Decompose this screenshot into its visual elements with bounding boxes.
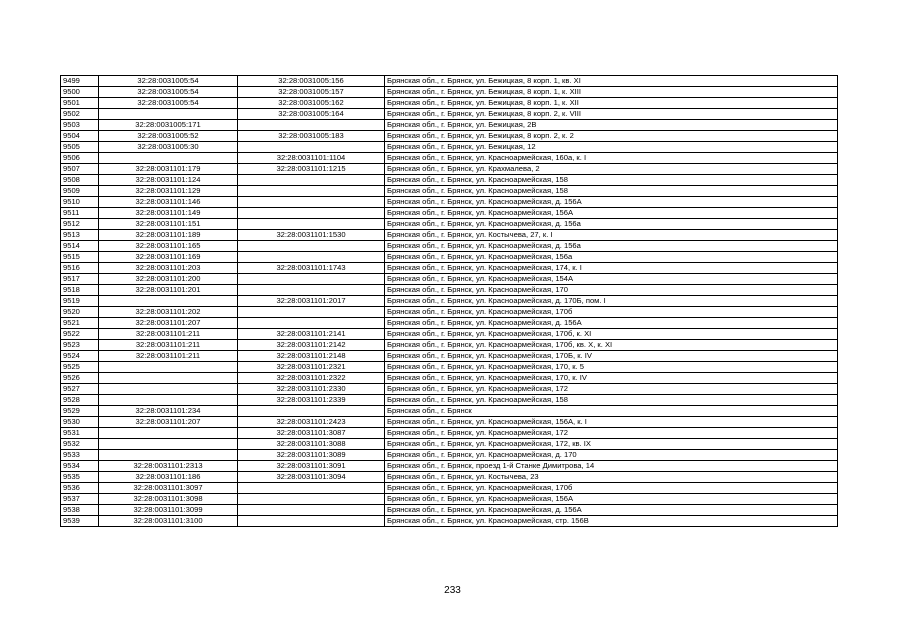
table-row bbox=[61, 384, 838, 395]
row-number-cell: 9507 bbox=[61, 164, 99, 175]
row-number-cell: 9504 bbox=[61, 131, 99, 142]
address-cell: Брянская обл., г. Брянск, ул. Красноармейская, стр. 156В bbox=[385, 516, 838, 527]
address-cell: Брянская обл., г. Брянск, ул. Бежицкая, 8 корп. 1, кв. XI bbox=[385, 76, 838, 87]
table-row bbox=[61, 472, 838, 483]
sub-cadastral-number-cell: 32:28:0031101:3094 bbox=[238, 472, 385, 483]
sub-cadastral-number-cell bbox=[238, 516, 385, 527]
cadastral-number-cell: 32:28:0031101:2313 bbox=[99, 461, 238, 472]
sub-cadastral-number-cell bbox=[238, 208, 385, 219]
address-cell: Брянская обл., г. Брянск, ул. Красноармейская, 170 bbox=[385, 285, 838, 296]
row-number-cell: 9508 bbox=[61, 175, 99, 186]
table-row bbox=[61, 263, 838, 274]
address-cell: Брянская обл., г. Брянск, ул. Красноармейская, д. 156а bbox=[385, 219, 838, 230]
address-cell: Брянская обл., г. Брянск, ул. Красноармейская, 170, к. IV bbox=[385, 373, 838, 384]
address-cell: Брянская обл., г. Брянск, ул. Красноармейская, 170б bbox=[385, 307, 838, 318]
row-number-cell: 9524 bbox=[61, 351, 99, 362]
row-number-cell: 9523 bbox=[61, 340, 99, 351]
address-cell: Брянская обл., г. Брянск, проезд 1-й Станке Димитрова, 14 bbox=[385, 461, 838, 472]
address-cell: Брянская обл., г. Брянск, ул. Красноармейская, 172, кв. IX bbox=[385, 439, 838, 450]
address-cell: Брянская обл., г. Брянск, ул. Красноармейская, 174, к. I bbox=[385, 263, 838, 274]
sub-cadastral-number-cell: 32:28:0031101:2017 bbox=[238, 296, 385, 307]
row-number-cell: 9527 bbox=[61, 384, 99, 395]
cadastral-number-cell: 32:28:0031101:149 bbox=[99, 208, 238, 219]
sub-cadastral-number-cell bbox=[238, 175, 385, 186]
cadastral-number-cell bbox=[99, 373, 238, 384]
address-cell: Брянская обл., г. Брянск, ул. Бежицкая, 8 корп. 1, к. XIII bbox=[385, 87, 838, 98]
row-number-cell: 9503 bbox=[61, 120, 99, 131]
sub-cadastral-number-cell bbox=[238, 120, 385, 131]
table-row bbox=[61, 406, 838, 417]
address-cell: Брянская обл., г. Брянск, ул. Красноармейская, 170б bbox=[385, 483, 838, 494]
sub-cadastral-number-cell: 32:28:0031101:2148 bbox=[238, 351, 385, 362]
table-row bbox=[61, 318, 838, 329]
table-row bbox=[61, 131, 838, 142]
row-number-cell: 9506 bbox=[61, 153, 99, 164]
cadastral-number-cell bbox=[99, 153, 238, 164]
cadastral-number-cell: 32:28:0031101:146 bbox=[99, 197, 238, 208]
cadastral-number-cell: 32:28:0031101:201 bbox=[99, 285, 238, 296]
sub-cadastral-number-cell bbox=[238, 483, 385, 494]
address-cell: Брянская обл., г. Брянск, ул. Костычева, 27, к. I bbox=[385, 230, 838, 241]
table-row bbox=[61, 186, 838, 197]
cadastral-number-cell bbox=[99, 362, 238, 373]
table-row bbox=[61, 417, 838, 428]
row-number-cell: 9535 bbox=[61, 472, 99, 483]
table-row bbox=[61, 340, 838, 351]
cadastral-number-cell: 32:28:0031101:169 bbox=[99, 252, 238, 263]
cadastral-number-cell bbox=[99, 428, 238, 439]
cadastral-number-cell: 32:28:0031101:207 bbox=[99, 417, 238, 428]
sub-cadastral-number-cell bbox=[238, 252, 385, 263]
cadastral-number-cell: 32:28:0031101:211 bbox=[99, 340, 238, 351]
cadastral-number-cell: 32:28:0031101:200 bbox=[99, 274, 238, 285]
row-number-cell: 9510 bbox=[61, 197, 99, 208]
row-number-cell: 9539 bbox=[61, 516, 99, 527]
cadastral-number-cell: 32:28:0031005:52 bbox=[99, 131, 238, 142]
address-cell: Брянская обл., г. Брянск, ул. Красноармейская, 158 bbox=[385, 395, 838, 406]
sub-cadastral-number-cell: 32:28:0031101:2423 bbox=[238, 417, 385, 428]
cadastral-number-cell: 32:28:0031101:186 bbox=[99, 472, 238, 483]
table-row bbox=[61, 274, 838, 285]
address-cell: Брянская обл., г. Брянск, ул. Бежицкая, 2В bbox=[385, 120, 838, 131]
cadastral-number-cell: 32:28:0031101:3097 bbox=[99, 483, 238, 494]
cadastral-number-cell: 32:28:0031101:234 bbox=[99, 406, 238, 417]
row-number-cell: 9534 bbox=[61, 461, 99, 472]
table-row bbox=[61, 175, 838, 186]
row-number-cell: 9538 bbox=[61, 505, 99, 516]
row-number-cell: 9514 bbox=[61, 241, 99, 252]
row-number-cell: 9531 bbox=[61, 428, 99, 439]
table-row bbox=[61, 76, 838, 87]
cadastral-number-cell: 32:28:0031005:30 bbox=[99, 142, 238, 153]
sub-cadastral-number-cell: 32:28:0031101:3089 bbox=[238, 450, 385, 461]
table-row bbox=[61, 252, 838, 263]
table-row bbox=[61, 494, 838, 505]
table-row bbox=[61, 461, 838, 472]
address-cell: Брянская обл., г. Брянск, ул. Красноармейская, 170б, кв. X, к. XI bbox=[385, 340, 838, 351]
table-row bbox=[61, 307, 838, 318]
sub-cadastral-number-cell bbox=[238, 274, 385, 285]
sub-cadastral-number-cell: 32:28:0031101:2330 bbox=[238, 384, 385, 395]
row-number-cell: 9517 bbox=[61, 274, 99, 285]
table-row bbox=[61, 153, 838, 164]
cadastral-number-cell: 32:28:0031005:171 bbox=[99, 120, 238, 131]
table-row bbox=[61, 142, 838, 153]
address-cell: Брянская обл., г. Брянск, ул. Красноармейская, 156А bbox=[385, 208, 838, 219]
cadastral-number-cell: 32:28:0031101:207 bbox=[99, 318, 238, 329]
address-cell: Брянская обл., г. Брянск, ул. Красноармейская, д. 156а bbox=[385, 241, 838, 252]
table-row bbox=[61, 219, 838, 230]
sub-cadastral-number-cell: 32:28:0031005:183 bbox=[238, 131, 385, 142]
sub-cadastral-number-cell: 32:28:0031101:3091 bbox=[238, 461, 385, 472]
address-cell: Брянская обл., г. Брянск bbox=[385, 406, 838, 417]
sub-cadastral-number-cell: 32:28:0031101:2339 bbox=[238, 395, 385, 406]
table-row bbox=[61, 439, 838, 450]
cadastral-number-cell bbox=[99, 109, 238, 120]
cadastral-number-cell: 32:28:0031101:151 bbox=[99, 219, 238, 230]
row-number-cell: 9518 bbox=[61, 285, 99, 296]
row-number-cell: 9536 bbox=[61, 483, 99, 494]
address-cell: Брянская обл., г. Брянск, ул. Красноармейская, 156а bbox=[385, 252, 838, 263]
row-number-cell: 9529 bbox=[61, 406, 99, 417]
sub-cadastral-number-cell: 32:28:0031101:1104 bbox=[238, 153, 385, 164]
cadastral-number-cell: 32:28:0031005:54 bbox=[99, 87, 238, 98]
table-row bbox=[61, 164, 838, 175]
cadastral-number-cell: 32:28:0031005:54 bbox=[99, 76, 238, 87]
address-cell: Брянская обл., г. Брянск, ул. Красноармейская, 170Б, к. IV bbox=[385, 351, 838, 362]
table-row bbox=[61, 98, 838, 109]
cadastral-number-cell: 32:28:0031101:189 bbox=[99, 230, 238, 241]
table-row bbox=[61, 516, 838, 527]
sub-cadastral-number-cell bbox=[238, 285, 385, 296]
cadastral-number-cell: 32:28:0031101:203 bbox=[99, 263, 238, 274]
cadastral-table bbox=[60, 75, 838, 527]
sub-cadastral-number-cell: 32:28:0031005:162 bbox=[238, 98, 385, 109]
address-cell: Брянская обл., г. Брянск, ул. Красноармейская, д. 156А bbox=[385, 197, 838, 208]
cadastral-number-cell: 32:28:0031101:124 bbox=[99, 175, 238, 186]
row-number-cell: 9532 bbox=[61, 439, 99, 450]
address-cell: Брянская обл., г. Брянск, ул. Красноармейская, 170б, к. XI bbox=[385, 329, 838, 340]
table-row bbox=[61, 505, 838, 516]
sub-cadastral-number-cell: 32:28:0031101:2322 bbox=[238, 373, 385, 384]
cadastral-number-cell: 32:28:0031005:54 bbox=[99, 98, 238, 109]
row-number-cell: 9526 bbox=[61, 373, 99, 384]
table-row bbox=[61, 109, 838, 120]
row-number-cell: 9528 bbox=[61, 395, 99, 406]
table-row bbox=[61, 395, 838, 406]
address-cell: Брянская обл., г. Брянск, ул. Красноармейская, 172 bbox=[385, 428, 838, 439]
table-row bbox=[61, 285, 838, 296]
address-cell: Брянская обл., г. Брянск, ул. Бежицкая, 12 bbox=[385, 142, 838, 153]
cadastral-number-cell bbox=[99, 439, 238, 450]
cadastral-number-cell: 32:28:0031101:211 bbox=[99, 329, 238, 340]
row-number-cell: 9537 bbox=[61, 494, 99, 505]
cadastral-number-cell: 32:28:0031101:179 bbox=[99, 164, 238, 175]
address-cell: Брянская обл., г. Брянск, ул. Бежицкая, 8 корп. 2, к. 2 bbox=[385, 131, 838, 142]
cadastral-number-cell: 32:28:0031101:3098 bbox=[99, 494, 238, 505]
sub-cadastral-number-cell bbox=[238, 406, 385, 417]
sub-cadastral-number-cell bbox=[238, 318, 385, 329]
row-number-cell: 9501 bbox=[61, 98, 99, 109]
sub-cadastral-number-cell: 32:28:0031101:1215 bbox=[238, 164, 385, 175]
sub-cadastral-number-cell bbox=[238, 307, 385, 318]
address-cell: Брянская обл., г. Брянск, ул. Крахмалева, 2 bbox=[385, 164, 838, 175]
address-cell: Брянская обл., г. Брянск, ул. Красноармейская, д. 170 bbox=[385, 450, 838, 461]
row-number-cell: 9521 bbox=[61, 318, 99, 329]
sub-cadastral-number-cell: 32:28:0031101:1530 bbox=[238, 230, 385, 241]
table-row bbox=[61, 329, 838, 340]
table-row bbox=[61, 87, 838, 98]
address-cell: Брянская обл., г. Брянск, ул. Красноармейская, 158 bbox=[385, 175, 838, 186]
address-cell: Брянская обл., г. Брянск, ул. Красноармейская, 172 bbox=[385, 384, 838, 395]
sub-cadastral-number-cell: 32:28:0031005:164 bbox=[238, 109, 385, 120]
row-number-cell: 9522 bbox=[61, 329, 99, 340]
page-number: 233 bbox=[444, 585, 461, 596]
sub-cadastral-number-cell bbox=[238, 219, 385, 230]
row-number-cell: 9530 bbox=[61, 417, 99, 428]
sub-cadastral-number-cell: 32:28:0031101:2321 bbox=[238, 362, 385, 373]
row-number-cell: 9499 bbox=[61, 76, 99, 87]
table-row bbox=[61, 241, 838, 252]
cadastral-number-cell: 32:28:0031101:165 bbox=[99, 241, 238, 252]
row-number-cell: 9500 bbox=[61, 87, 99, 98]
cadastral-number-cell: 32:28:0031101:202 bbox=[99, 307, 238, 318]
cadastral-number-cell bbox=[99, 296, 238, 307]
address-cell: Брянская обл., г. Брянск, ул. Красноармейская, 154А bbox=[385, 274, 838, 285]
sub-cadastral-number-cell bbox=[238, 241, 385, 252]
table-row bbox=[61, 208, 838, 219]
sub-cadastral-number-cell bbox=[238, 142, 385, 153]
row-number-cell: 9509 bbox=[61, 186, 99, 197]
row-number-cell: 9512 bbox=[61, 219, 99, 230]
sub-cadastral-number-cell: 32:28:0031101:2141 bbox=[238, 329, 385, 340]
row-number-cell: 9525 bbox=[61, 362, 99, 373]
address-cell: Брянская обл., г. Брянск, ул. Красноармейская, д. 156А bbox=[385, 318, 838, 329]
sub-cadastral-number-cell: 32:28:0031101:3087 bbox=[238, 428, 385, 439]
table-row bbox=[61, 296, 838, 307]
address-cell: Брянская обл., г. Брянск, ул. Красноармейская, 156А, к. I bbox=[385, 417, 838, 428]
address-cell: Брянская обл., г. Брянск, ул. Красноармейская, 170, к. 5 bbox=[385, 362, 838, 373]
cadastral-number-cell: 32:28:0031101:211 bbox=[99, 351, 238, 362]
sub-cadastral-number-cell: 32:28:0031101:3088 bbox=[238, 439, 385, 450]
table-row bbox=[61, 373, 838, 384]
address-cell: Брянская обл., г. Брянск, ул. Красноармейская, 160а, к. I bbox=[385, 153, 838, 164]
address-cell: Брянская обл., г. Брянск, ул. Красноармейская, 158 bbox=[385, 186, 838, 197]
table-row bbox=[61, 351, 838, 362]
sub-cadastral-number-cell bbox=[238, 505, 385, 516]
cadastral-number-cell bbox=[99, 384, 238, 395]
sub-cadastral-number-cell: 32:28:0031101:2142 bbox=[238, 340, 385, 351]
sub-cadastral-number-cell bbox=[238, 197, 385, 208]
sub-cadastral-number-cell bbox=[238, 494, 385, 505]
table-row bbox=[61, 483, 838, 494]
row-number-cell: 9533 bbox=[61, 450, 99, 461]
address-cell: Брянская обл., г. Брянск, ул. Костычева, 23 bbox=[385, 472, 838, 483]
row-number-cell: 9513 bbox=[61, 230, 99, 241]
table-row bbox=[61, 428, 838, 439]
row-number-cell: 9505 bbox=[61, 142, 99, 153]
sub-cadastral-number-cell: 32:28:0031005:156 bbox=[238, 76, 385, 87]
cadastral-number-cell bbox=[99, 395, 238, 406]
table-row bbox=[61, 120, 838, 131]
row-number-cell: 9519 bbox=[61, 296, 99, 307]
address-cell: Брянская обл., г. Брянск, ул. Бежицкая, 8 корп. 1, к. XII bbox=[385, 98, 838, 109]
address-cell: Брянская обл., г. Брянск, ул. Красноармейская, д. 170Б, пом. I bbox=[385, 296, 838, 307]
table-row bbox=[61, 362, 838, 373]
cadastral-number-cell: 32:28:0031101:3099 bbox=[99, 505, 238, 516]
address-cell: Брянская обл., г. Брянск, ул. Бежицкая, 8 корп. 2, к. VIII bbox=[385, 109, 838, 120]
row-number-cell: 9516 bbox=[61, 263, 99, 274]
address-cell: Брянская обл., г. Брянск, ул. Красноармейская, 156А bbox=[385, 494, 838, 505]
sub-cadastral-number-cell bbox=[238, 186, 385, 197]
row-number-cell: 9515 bbox=[61, 252, 99, 263]
row-number-cell: 9511 bbox=[61, 208, 99, 219]
cadastral-number-cell bbox=[99, 450, 238, 461]
sub-cadastral-number-cell: 32:28:0031005:157 bbox=[238, 87, 385, 98]
table-body bbox=[61, 76, 838, 527]
table-row bbox=[61, 197, 838, 208]
sub-cadastral-number-cell: 32:28:0031101:1743 bbox=[238, 263, 385, 274]
row-number-cell: 9520 bbox=[61, 307, 99, 318]
address-cell: Брянская обл., г. Брянск, ул. Красноармейская, д. 156А bbox=[385, 505, 838, 516]
cadastral-number-cell: 32:28:0031101:129 bbox=[99, 186, 238, 197]
row-number-cell: 9502 bbox=[61, 109, 99, 120]
cadastral-number-cell: 32:28:0031101:3100 bbox=[99, 516, 238, 527]
table-row bbox=[61, 450, 838, 461]
table-row bbox=[61, 230, 838, 241]
